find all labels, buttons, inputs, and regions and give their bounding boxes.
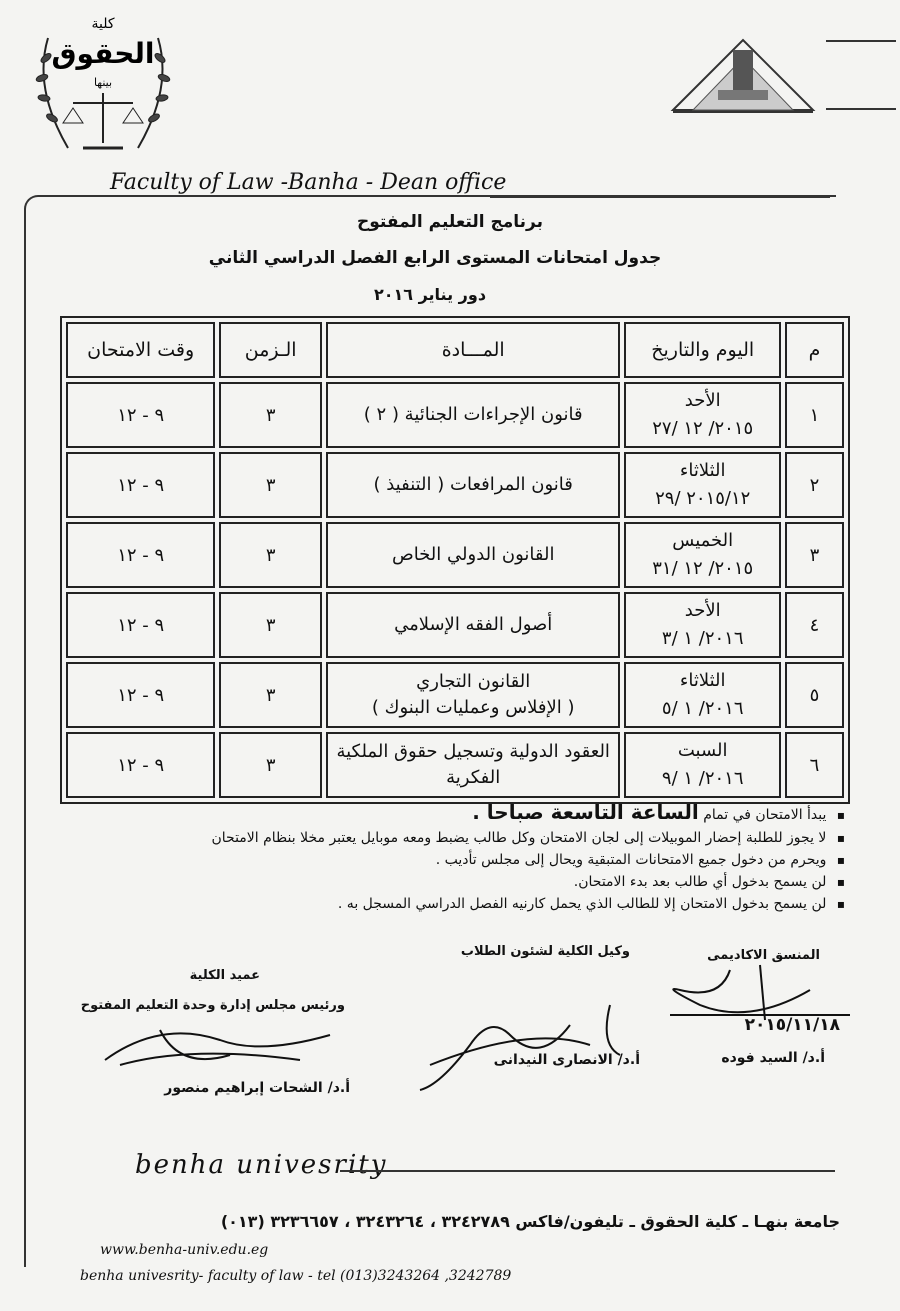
row-num: ٤ — [785, 592, 844, 658]
coordinator-signature — [660, 960, 860, 1050]
row-time: ٩ - ١٢ — [66, 662, 215, 728]
note-1-prefix: يبدأ الامتحان في تمام — [703, 807, 827, 823]
row-time: ٩ - ١٢ — [66, 382, 215, 448]
row-day-date — [624, 382, 781, 448]
note-4: لن يسمح بدخول أي طالب بعد بدء الامتحان. — [573, 874, 827, 890]
dean-name: أ.د/ الشحات إبراهيم منصور — [164, 1080, 350, 1096]
header-day: اليوم والتاريخ — [624, 322, 781, 378]
note-item — [100, 896, 845, 912]
row-day: الثلاثاء — [679, 670, 726, 691]
row-subject-line2: الفكرية — [446, 767, 501, 788]
row-date: ٢٠١٥/١٢ /٢٩ — [655, 488, 751, 509]
row-subject — [326, 452, 620, 518]
note-3: ويحرم من دخول جميع الامتحانات المتبقية ويحال إلى مجلس تأديب . — [435, 852, 827, 868]
session-title: دور يناير ٢٠١٦ — [373, 285, 487, 304]
row-subject-line2: ( الإفلاس وعمليات البنوك ) — [371, 697, 575, 718]
note-item — [100, 852, 845, 868]
row-time: ٩ - ١٢ — [66, 522, 215, 588]
row-time: ٩ - ١٢ — [66, 732, 215, 798]
row-subject-line1: العقود الدولية وتسجيل حقوق الملكية — [336, 741, 610, 762]
row-duration: ٣ — [219, 452, 322, 518]
row-day-date — [624, 592, 781, 658]
decorative-line — [826, 40, 896, 42]
row-date: ٢٠١٥/ ١٢ /٣١ — [652, 558, 754, 579]
row-day: الأحد — [684, 390, 721, 411]
row-num: ٢ — [785, 452, 844, 518]
row-day: الأحد — [684, 600, 721, 621]
faculty-logo — [28, 8, 178, 168]
row-num: ٦ — [785, 732, 844, 798]
row-subject — [326, 732, 620, 798]
row-duration: ٣ — [219, 732, 322, 798]
row-duration: ٣ — [219, 522, 322, 588]
row-date: ٢٠١٥/ ١٢ /٢٧ — [652, 418, 754, 439]
row-num: ٥ — [785, 662, 844, 728]
logo-text-top: كلية — [91, 16, 115, 32]
coordinator-name: أ.د/ السيد فوده — [721, 1050, 825, 1066]
dean-title: عميد الكلية — [189, 968, 260, 983]
university-logo — [668, 30, 818, 120]
row-date: ٢٠١٦/ ١ /٩ — [661, 768, 744, 789]
footer-address: جامعة بنهـا ـ كلية الحقوق ـ تليفون/فاكس ٣٢٤٢٧٨٩ ، ٣٢٤٣٢٦٤ ، ٣٢٣٦٦٥٧ (٠١٣) — [220, 1212, 840, 1231]
row-subject-line1: قانون الإجراءات الجنائية ( ٢ ) — [363, 404, 583, 425]
vice-dean-name: أ.د/ الانصارى النيدانى — [493, 1052, 640, 1068]
note-2: لا يجوز للطلبة إحضار الموبيلات إلى لجان الامتحان وكل طالب يضبط ومعه موبايل يعتبر مخلا بنظام الامتحان — [211, 830, 827, 846]
dean-title-2: ورئيس مجلس إدارة وحدة التعليم المفتوح — [80, 998, 345, 1013]
note-5: لن يسمح بدخول الامتحان إلا للطالب الذي يحمل كارنيه الفصل الدراسي المسجل به . — [337, 896, 827, 912]
row-subject-line1: أصول الفقه الإسلامي — [394, 614, 553, 635]
table-row — [66, 522, 844, 588]
header-subject: المـــادة — [326, 322, 620, 378]
exam-notes — [100, 800, 845, 918]
note-item — [100, 830, 845, 846]
row-duration: ٣ — [219, 382, 322, 448]
bullet-icon: ▪ — [836, 808, 845, 822]
row-date: ٢٠١٦/ ١ /٥ — [661, 698, 744, 719]
row-subject — [326, 382, 620, 448]
footer-website: www.benha-univ.edu.eg — [100, 1242, 269, 1258]
row-subject-line1: قانون المرافعات ( التنفيذ ) — [373, 474, 573, 495]
row-num: ٣ — [785, 522, 844, 588]
row-time: ٩ - ١٢ — [66, 592, 215, 658]
program-title: برنامج التعليم المفتوح — [357, 212, 543, 232]
row-day: السبت — [677, 740, 728, 761]
row-day-date — [624, 522, 781, 588]
vice-dean-title: وكيل الكلية لشئون الطلاب — [460, 944, 630, 959]
row-day-date — [624, 452, 781, 518]
schedule-title: جدول امتحانات المستوى الرابع الفصل الدراسي الثاني — [208, 248, 662, 268]
decorative-line — [826, 108, 896, 110]
table-row — [66, 732, 844, 798]
header-rule — [490, 196, 830, 198]
bullet-icon: ▪ — [836, 853, 845, 867]
row-duration: ٣ — [219, 662, 322, 728]
note-1-highlight: الساعة التاسعة صباحا . — [472, 800, 699, 824]
row-time: ٩ - ١٢ — [66, 452, 215, 518]
coordinator-date: ٢٠١٥/١١/١٨ — [744, 1015, 840, 1035]
note-item — [100, 800, 845, 824]
row-subject — [326, 662, 620, 728]
logo-text-main: الحقوق — [51, 37, 155, 70]
table-row — [66, 662, 844, 728]
footer-rule — [340, 1170, 835, 1172]
row-subject — [326, 522, 620, 588]
footer-brand: benha univesrity — [135, 1150, 388, 1180]
faculty-line: Faculty of Law -Banha - Dean office — [110, 170, 507, 195]
row-date: ٢٠١٦/ ١ /٣ — [661, 628, 744, 649]
row-day-date — [624, 662, 781, 728]
exam-schedule-table — [60, 316, 850, 804]
footer-english: benha univesrity- faculty of law - tel (013)3243264 ,3242789 — [80, 1268, 512, 1284]
header-time: وقت الامتحان — [66, 322, 215, 378]
row-num: ١ — [785, 382, 844, 448]
row-day: الثلاثاء — [679, 460, 726, 481]
bullet-icon: ▪ — [836, 897, 845, 911]
table-row — [66, 452, 844, 518]
coordinator-title: المنسق الاكاديمى — [707, 948, 820, 963]
table-row — [66, 382, 844, 448]
note-item — [100, 874, 845, 890]
row-day-date — [624, 732, 781, 798]
vice-dean-signature — [410, 985, 640, 1095]
table-header-row — [66, 322, 844, 378]
table-row — [66, 592, 844, 658]
header-duration: الـزمن — [219, 322, 322, 378]
row-subject-line1: القانون الدولي الخاص — [391, 544, 555, 565]
row-duration: ٣ — [219, 592, 322, 658]
row-day: الخميس — [672, 530, 734, 551]
row-subject — [326, 592, 620, 658]
logo-text-bottom: بينها — [93, 76, 113, 89]
header-num: م — [785, 322, 844, 378]
row-subject-line1: القانون التجاري — [416, 671, 531, 692]
bullet-icon: ▪ — [836, 831, 845, 845]
bullet-icon: ▪ — [836, 875, 845, 889]
dean-signature — [100, 1015, 340, 1075]
